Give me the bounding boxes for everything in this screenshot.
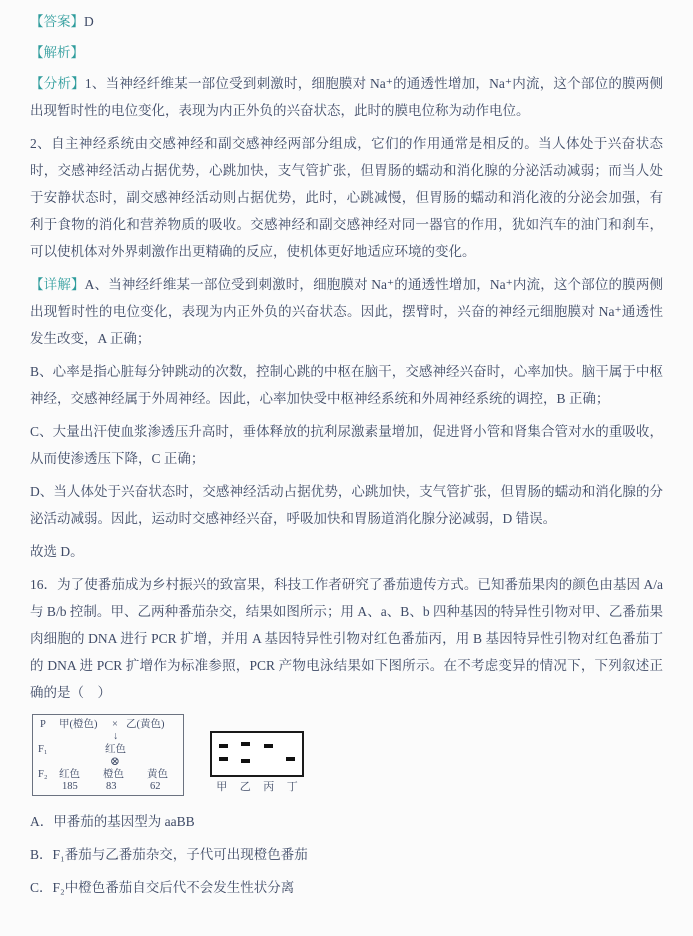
gel-lane-labels <box>210 780 304 794</box>
gel-band <box>241 759 250 763</box>
gel-band <box>241 742 250 746</box>
analysis-header <box>30 39 663 66</box>
p-generation-label: P <box>40 719 46 730</box>
detail-paragraph-c: C、大量出汗使血浆渗透压升高时，垂体释放的抗利尿激素量增加，促进肾小管和肾集合管对水的重吸收，从而使渗透压下降，C 正确； <box>30 424 663 466</box>
gel-band <box>219 757 228 761</box>
analysis-paragraph-2: 2、自主神经系统由交感神经和副交感神经两部分组成，它们的作用通常是相反的。当人体处于兴奋状态时，交感神经活动占据优势，心跳加快，支气管扩张，但胃肠的蠕动和消化腺的分泌活动减弱；而当人处于安静状态时，副交感神经活动则占据优势，此时，心跳减慢，但胃肠的蠕动和消化液的分泌会加强，有利于食物的消化和营养物质的吸收。交感神经和副交感神经对同一器官的作用，犹如汽车的油门和刹车，可以使机体对外界刺激作出更精确的反应，使机体更好地适应环境的变化。 <box>30 136 663 259</box>
cross-symbol: × <box>112 719 118 730</box>
f1-phenotype: 红色 <box>105 744 126 755</box>
answer-line <box>30 8 663 35</box>
selfing-symbol-icon: ⊗ <box>110 754 121 768</box>
analysis-label: 【分析】 <box>30 76 85 91</box>
gel-lane-label-bing: 丙 <box>263 781 275 793</box>
question-16-stem: 16．为了使番茄成为乡村振兴的致富果，科技工作者研究了番茄遗传方式。已知番茄果肉的颜色由基因 A/a 与 B/b 控制。甲、乙两种番茄杂交，结果如图所示；用 A、a、B、b 四种基因的特异性引物对甲、乙番茄果肉细胞的 DNA 进行 PCR 扩增，并用 A 基因特异性引物对红色番茄丙，用 B 基因特异性引物对红色番茄丁的 DNA 进 PCR 扩增作为标准参照，PCR 产物电泳结果如下图所示。在不考虑变异的情况下，下列叙述正确的是（ ） <box>30 577 663 700</box>
f1-generation-label: F₁ <box>38 744 48 755</box>
detail-paragraph-b: B、心率是指心脏每分钟跳动的次数，控制心跳的中枢在脑干，交感神经兴奋时，心率加快。脑干属于中枢神经，交感神经属于外周神经。因此，心率加快受中枢神经系统和外周神经系统的调控，B 正确； <box>30 364 663 406</box>
f2-generation-label: F₂ <box>38 769 48 780</box>
parent-1-phenotype: 甲(橙色) <box>59 719 98 730</box>
gel-band <box>219 744 228 748</box>
answer-value: D <box>84 14 94 29</box>
genetic-cross-diagram <box>32 714 184 796</box>
gel-band <box>286 757 295 761</box>
f2-phenotype-red: 红色 <box>59 769 80 780</box>
analysis-text-1: 1、当神经纤维某一部位受到刺激时，细胞膜对 Na⁺的通透性增加，Na⁺内流，这个部位的膜两侧出现暂时性的电位变化，表现为内正外负的兴奋状态，此时的膜电位称为动作电位。 <box>30 76 664 118</box>
analysis-paragraph-1 <box>30 70 663 124</box>
gel-lane-label-jia: 甲 <box>216 781 228 793</box>
detail-paragraph-d: D、当人体处于兴奋状态时，交感神经活动占据优势，心跳加快，支气管扩张，但胃肠的蠕动和消化腺的分泌活动减弱。因此，运动时交感神经兴奋，呼吸加快和胃肠道消化腺分泌减弱，D 错误。 <box>30 484 663 526</box>
analysis-header-label: 【解析】 <box>30 45 84 60</box>
conclusion-line: 故选 D。 <box>30 544 84 559</box>
detail-text-a: A、当神经纤维某一部位受到刺激时，细胞膜对 Na⁺的通透性增加，Na⁺内流，这个部位的膜两侧出现暂时性的电位变化，表现为内正外负的兴奋状态。因此，摆臂时，兴奋的神经元细胞膜对 Na⁺通透性发生改变，A 正确； <box>30 277 664 346</box>
gel-plot <box>210 731 304 777</box>
f2-count-red: 185 <box>62 781 78 792</box>
question-16-figure <box>32 714 663 796</box>
down-arrow-icon: ↓ <box>113 731 119 742</box>
gel-lane-label-yi: 乙 <box>239 781 251 793</box>
gel-band <box>264 744 273 748</box>
f2-count-orange: 83 <box>106 781 117 792</box>
f2-phenotype-orange: 橙色 <box>103 769 124 780</box>
detail-paragraph-a <box>30 271 663 352</box>
detail-label: 【详解】 <box>30 277 85 292</box>
gel-lane-label-ding: 丁 <box>286 781 298 793</box>
option-b: B．F₁番茄与乙番茄杂交，子代可出现橙色番茄 <box>30 847 308 862</box>
f2-count-yellow: 62 <box>150 781 161 792</box>
f2-phenotype-yellow: 黄色 <box>147 769 168 780</box>
gel-electrophoresis-figure <box>210 731 304 794</box>
parent-2-phenotype: 乙(黄色) <box>126 719 165 730</box>
option-a: A．甲番茄的基因型为 aaBB <box>30 814 195 829</box>
option-c: C．F₂中橙色番茄自交后代不会发生性状分离 <box>30 880 295 895</box>
answer-label: 【答案】 <box>30 14 84 29</box>
